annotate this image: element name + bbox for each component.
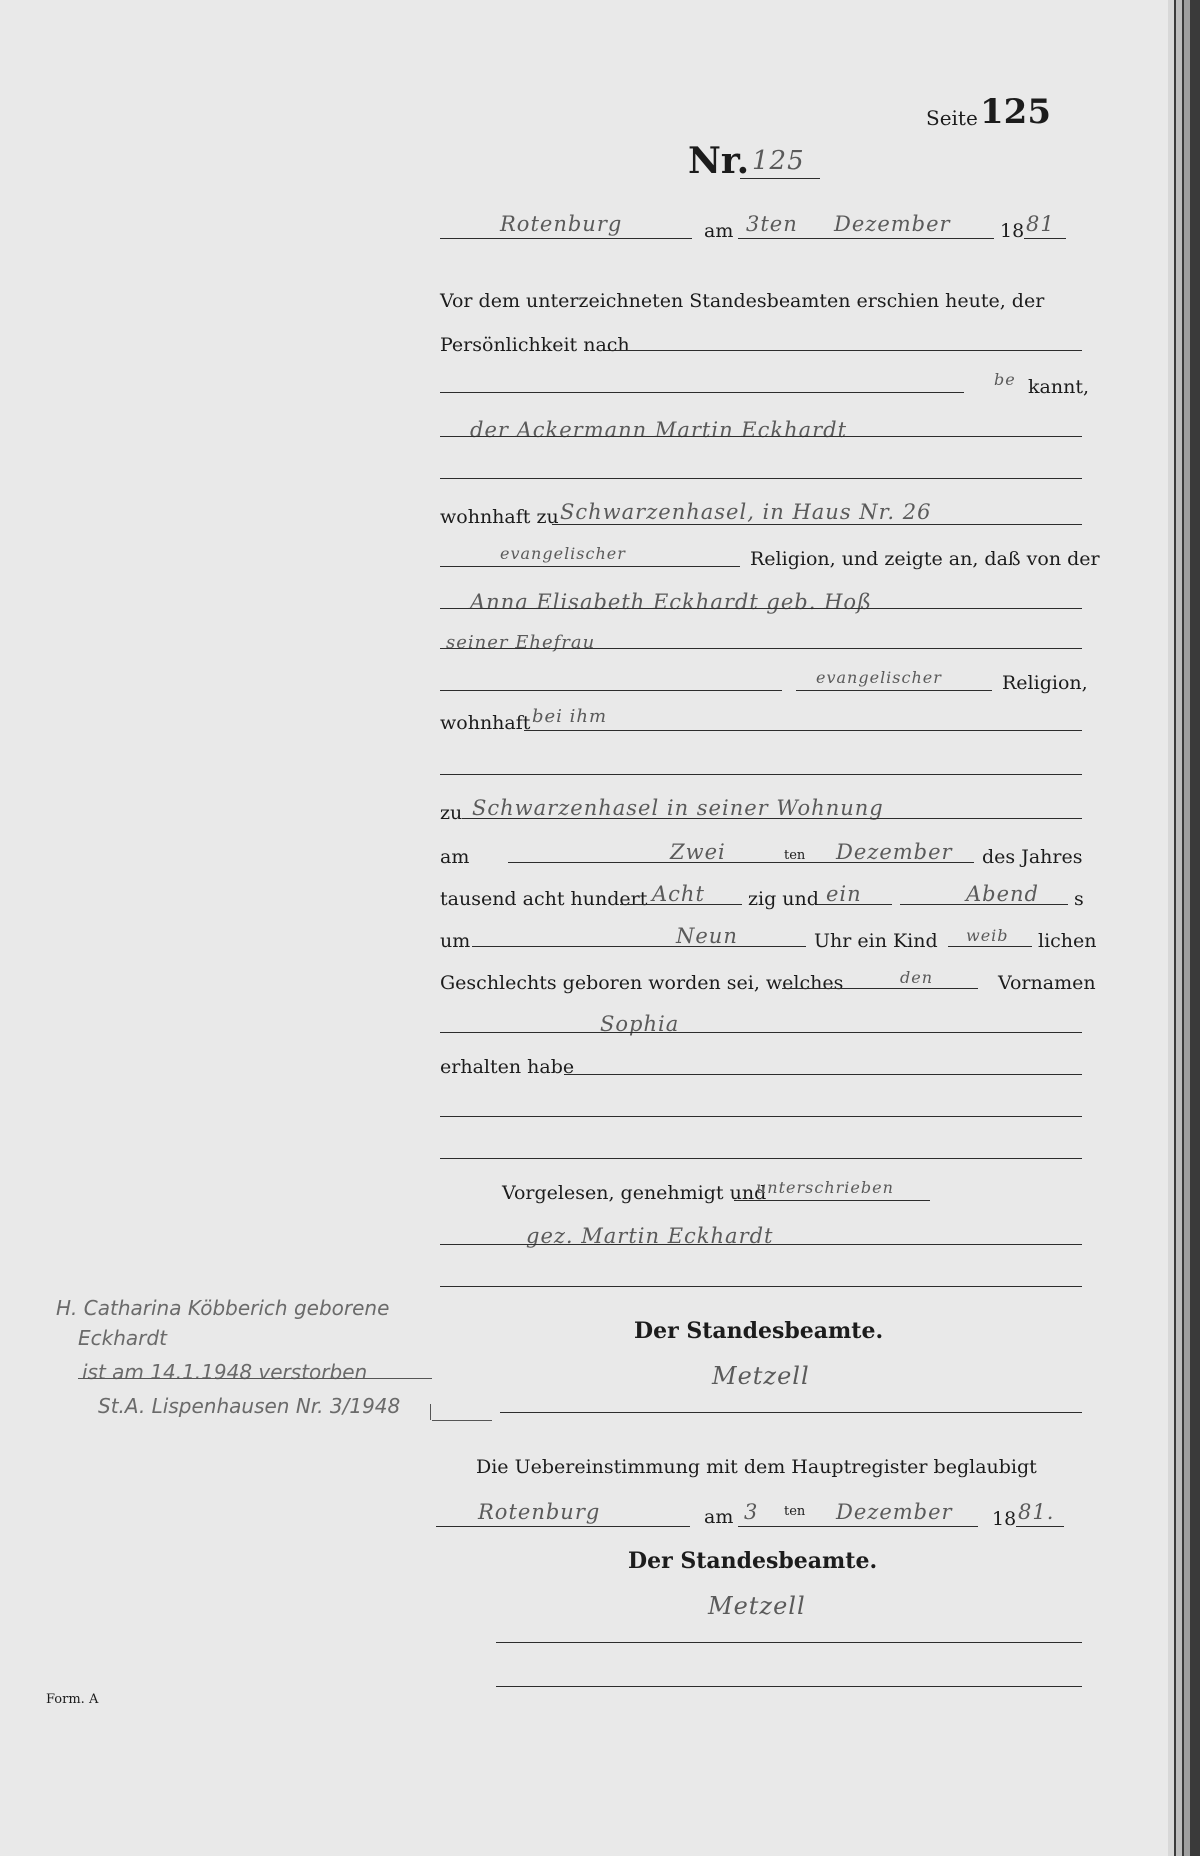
mother-name: Anna Elisabeth Eckhardt geb. Hoß — [470, 590, 873, 614]
time-of-day: Abend — [966, 882, 1040, 906]
unterschrieben-hand: unterschrieben — [756, 1178, 894, 1197]
page-edge-2 — [1176, 0, 1182, 1856]
margin-note-line-1: H. Catharina Köbberich geborene — [56, 1296, 390, 1320]
vorgelesen-line — [734, 1200, 930, 1201]
margin-note-underline-1 — [78, 1378, 432, 1379]
page-edge-3 — [1184, 0, 1190, 1856]
informant-religion-line — [440, 566, 740, 567]
wohnhaft-zu-label: wohnhaft zu — [440, 506, 559, 528]
geschlechts-label: Geschlechts geboren worden sei, welches — [440, 972, 844, 994]
den-hand: den — [900, 968, 934, 987]
erhalten-line — [564, 1074, 1082, 1075]
nr-value: 125 — [752, 146, 805, 176]
date-underline — [738, 238, 994, 239]
page-edge-1 — [1168, 0, 1174, 1856]
persoenlichkeit-label: Persönlichkeit nach — [440, 334, 630, 356]
nr-label: Nr. — [688, 140, 750, 182]
certification-place-line — [436, 1526, 690, 1527]
certification-year-suffix: 81. — [1018, 1500, 1055, 1524]
informant-signature: gez. Martin Eckhardt — [526, 1224, 774, 1248]
residence-line — [552, 524, 1082, 525]
standesbeamte-title: Der Standesbeamte. — [634, 1318, 884, 1344]
blank-line-1 — [440, 478, 1082, 479]
intro-line: Vor dem unterzeichneten Standesbeamten erschien heute, der — [440, 290, 1045, 312]
decade-line — [620, 904, 742, 905]
seite-label: Seite — [926, 106, 978, 130]
des-jahres-label: des Jahres — [982, 846, 1083, 868]
blank-line-5 — [440, 1286, 1082, 1287]
certification-year-line — [1016, 1526, 1064, 1527]
am-label: am — [704, 220, 734, 242]
child-sex: weib — [966, 926, 1009, 945]
certification-place: Rotenburg — [478, 1500, 601, 1524]
margin-note-underline-2 — [432, 1420, 492, 1421]
signature-line — [440, 1244, 1082, 1245]
mother-relation: seiner Ehefrau — [446, 632, 596, 653]
religion-word: Religion, — [1002, 672, 1088, 694]
am-birth-label: am — [440, 846, 470, 868]
birth-place: Schwarzenhasel in seiner Wohnung — [472, 796, 884, 820]
certification-day: 3 — [744, 1500, 759, 1524]
s-suffix: s — [1074, 888, 1084, 910]
birth-decade: Acht — [652, 882, 705, 906]
birth-unit: ein — [826, 882, 862, 906]
certification-day-suffix: ten — [784, 1504, 806, 1519]
child-name: Sophia — [600, 1012, 680, 1036]
kannt-label: kannt, — [1028, 376, 1089, 398]
zu-label: zu — [440, 802, 463, 824]
lichen-label: lichen — [1038, 930, 1097, 952]
birth-place-line — [462, 818, 1082, 819]
birth-date-line — [508, 862, 974, 863]
certification-date-line — [738, 1526, 978, 1527]
informant-religion: evangelischer — [500, 544, 626, 563]
erhalten-label: erhalten habe — [440, 1056, 575, 1078]
blank-line-2 — [440, 774, 1082, 775]
year-prefix: 18 — [1000, 220, 1025, 242]
child-name-line — [440, 1032, 1082, 1033]
uhr-kind-label: Uhr ein Kind — [814, 930, 938, 952]
bekannt-hand: be — [994, 370, 1016, 389]
wohnhaft-label: wohnhaft — [440, 712, 531, 734]
vornamen-label: Vornamen — [998, 972, 1096, 994]
informant-residence: Schwarzenhasel, in Haus Nr. 26 — [560, 500, 932, 524]
informant-line — [440, 436, 1082, 437]
religion-text: Religion, und zeigte an, daß von der — [750, 548, 1100, 570]
certification-am: am — [704, 1506, 734, 1528]
registry-place: Rotenburg — [500, 212, 623, 236]
margin-note-line-3: ist am 14.1.1948 verstorben — [82, 1360, 368, 1384]
sex-line — [948, 946, 1032, 947]
margin-note-line-2: Eckhardt — [78, 1326, 167, 1350]
mother-residence: bei ihm — [532, 706, 608, 727]
blank-line-3 — [440, 1116, 1082, 1117]
year-suffix: 81 — [1026, 212, 1055, 236]
mother-line — [440, 608, 1082, 609]
certification-text: Die Uebereinstimmung mit dem Hauptregister beglaubigt — [476, 1456, 1037, 1478]
birth-day-suffix: ten — [784, 848, 806, 863]
seite-number: 125 — [980, 92, 1051, 132]
official-signature-line — [500, 1412, 1082, 1413]
mother-residence-line — [524, 730, 1082, 731]
vorgelesen-label: Vorgelesen, genehmigt und — [502, 1182, 767, 1204]
informant-name: der Ackermann Martin Eckhardt — [470, 418, 848, 442]
certification-signature: Metzell — [708, 1592, 806, 1620]
registry-month: Dezember — [834, 212, 951, 236]
certification-year-prefix: 18 — [992, 1508, 1017, 1530]
mother-religion-line-2 — [796, 690, 992, 691]
tausend-label: tausend acht hundert — [440, 888, 648, 910]
mother-line-2 — [440, 648, 1082, 649]
den-line — [782, 988, 978, 989]
um-label: um — [440, 930, 471, 952]
official-signature: Metzell — [712, 1362, 810, 1390]
margin-note-divider — [430, 1404, 431, 1420]
certification-signature-line — [496, 1642, 1082, 1643]
nr-underline — [740, 178, 820, 179]
birth-day: Zwei — [670, 840, 726, 864]
margin-note-line-4: St.A. Lispenhausen Nr. 3/1948 — [98, 1394, 401, 1418]
birth-month: Dezember — [836, 840, 953, 864]
registry-day: 3ten — [746, 212, 798, 236]
bekannt-line — [440, 392, 964, 393]
persoenlichkeit-line — [606, 350, 1082, 351]
birth-hour: Neun — [676, 924, 738, 948]
zig-und-label: zig und — [748, 888, 819, 910]
form-label: Form. A — [46, 1692, 99, 1707]
mother-religion: evangelischer — [816, 668, 942, 687]
place-underline — [440, 238, 692, 239]
certification-standesbeamte: Der Standesbeamte. — [628, 1548, 878, 1574]
blank-line-4 — [440, 1158, 1082, 1159]
mother-religion-line — [440, 690, 782, 691]
unit-line — [818, 904, 892, 905]
time-of-day-line — [900, 904, 1068, 905]
certification-month: Dezember — [836, 1500, 953, 1524]
certification-blank-line — [496, 1686, 1082, 1687]
year-underline — [1024, 238, 1066, 239]
hour-line — [472, 946, 806, 947]
